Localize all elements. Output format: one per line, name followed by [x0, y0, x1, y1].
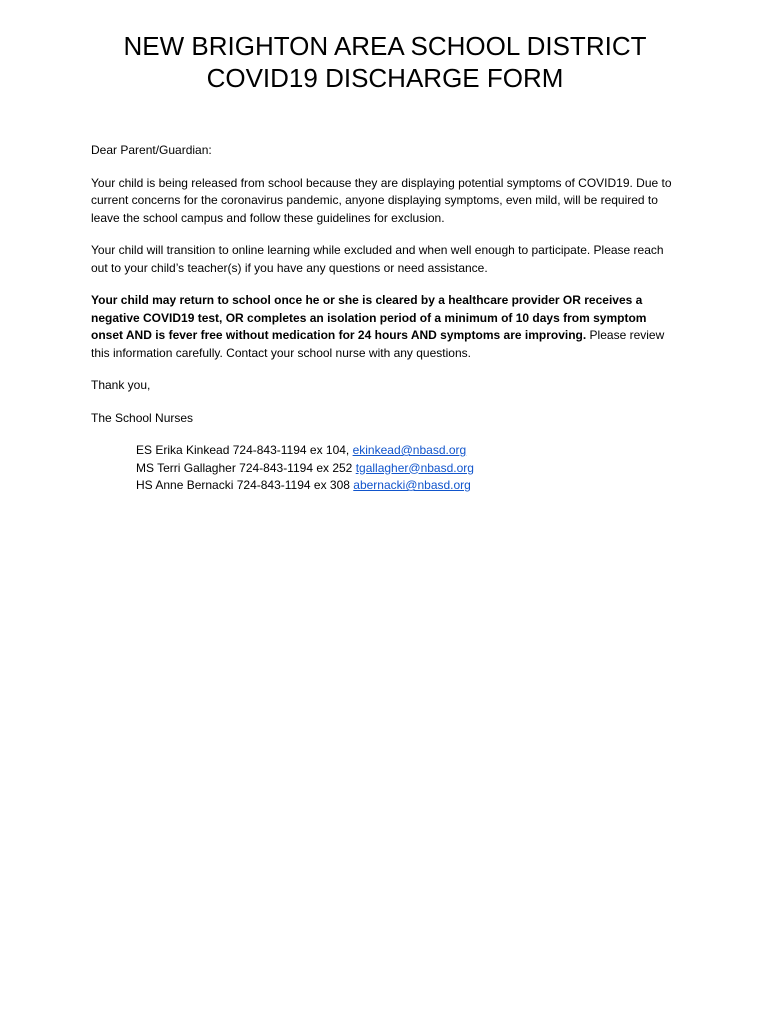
- title-line-1: NEW BRIGHTON AREA SCHOOL DISTRICT: [123, 31, 647, 61]
- nurse-contact-es: [136, 442, 681, 460]
- email-link-tgallagher[interactable]: tgallagher@nbasd.org: [355, 460, 474, 475]
- paragraph-release-reason: Your child is being released from school because they are displaying potential symptoms of COVID19. Due to current concerns for the coronavirus pandemic, anyone displaying symptoms, even mild, will be required to leave the school campus and follow these guidelines for exclusion.: [91, 175, 672, 225]
- letter-body: [91, 142, 681, 495]
- email-link-ekinkead[interactable]: ekinkead@nbasd.org: [352, 443, 467, 457]
- document-title: [0, 30, 770, 94]
- paragraph-online-learning: Your child will transition to online learning while excluded and when well enough to participate. Please reach out to your child’s teacher(s) if you have any questions or need assistance.: [91, 243, 664, 275]
- title-line-2: COVID19 DISCHARGE FORM: [206, 63, 564, 93]
- salutation: Dear Parent/Guardian:: [91, 143, 212, 157]
- return-criteria-bold: Your child may return to school once he or she is cleared by a healthcare provider OR receives a negative COVID19 test, OR completes an isolation period of a minimum of 10 days from symptom onset AND is fever free without medication for 24 hours AND symptoms are improving.: [91, 293, 647, 342]
- paragraph-return-criteria: [91, 292, 681, 362]
- email-link-abernacki[interactable]: abernacki@nbasd.org: [353, 478, 471, 492]
- nurse-contact-list: [136, 442, 681, 495]
- signature: The School Nurses: [91, 410, 194, 425]
- contact-text: MS Terri Gallagher 724-843-1194 ex 252: [136, 460, 356, 475]
- return-criteria-note: Please review this information carefully. Contact your school nurse with any questions.: [91, 328, 665, 360]
- contact-text: ES Erika Kinkead 724-843-1194 ex 104,: [136, 443, 353, 457]
- closing: Thank you,: [91, 378, 151, 392]
- nurse-contact-ms: [136, 460, 681, 478]
- nurse-contact-hs: [136, 477, 681, 495]
- contact-text: HS Anne Bernacki 724-843-1194 ex 308: [136, 478, 354, 492]
